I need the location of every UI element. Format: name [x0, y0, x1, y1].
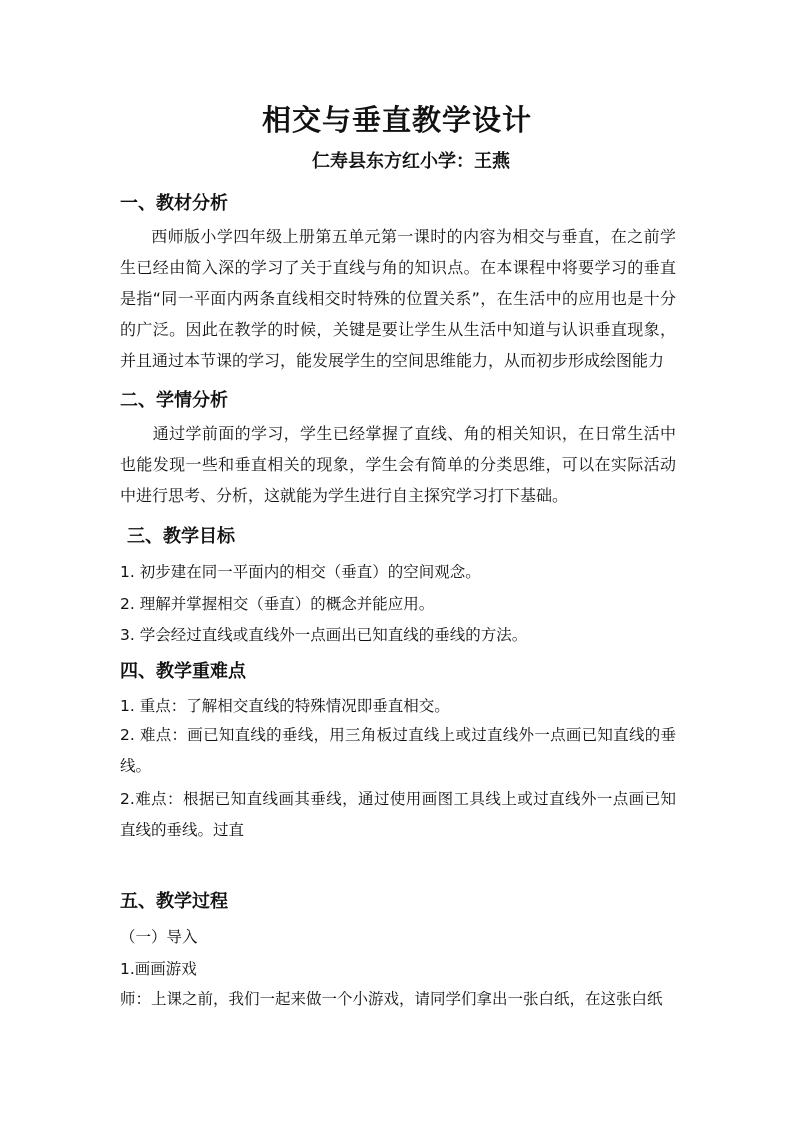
page-title: 相交与垂直教学设计 — [261, 103, 532, 137]
goal-item-1: 1. 初步建在同一平面内的相交（垂直）的空间观念。 — [120, 563, 481, 581]
process-teacher-line: 师：上课之前，我们一起来做一个小游戏，请同学们拿出一张白纸，在这张白纸 — [120, 990, 663, 1008]
goal-item-2: 2. 理解并掌握相交（垂直）的概念并能应用。 — [120, 595, 435, 613]
key-point-item-1: 1. 重点：了解相交直线的特殊情况即垂直相交。 — [120, 697, 450, 715]
process-sub-heading-intro: （一）导入 — [120, 928, 198, 946]
process-sub-item-drawing-game: 1.画画游戏 — [120, 960, 197, 978]
key-point-item-3: 2.难点：根据已知直线画其垂线，通过使用画图工具线上或过直线外一点画已知直线的垂线。过直 — [120, 790, 676, 839]
author-line: 仁寿县东方红小学：王燕 — [312, 151, 510, 172]
section-heading-teaching-process: 五、教学过程 — [120, 891, 228, 912]
section-heading-teaching-goals: 三、教学目标 — [127, 526, 235, 547]
section-heading-key-points: 四、教学重难点 — [120, 661, 246, 682]
section-body-student-analysis: 通过学前面的学习，学生已经掌握了直线、角的相关知识，在日常生活中也能发现一些和垂直相关的现象，学生会有简单的分类思维，可以在实际活动中进行思考、分析，这就能为学生进行自主探究学习打下基础。 — [120, 424, 676, 505]
goal-item-3: 3. 学会经过直线或直线外一点画出已知直线的垂线的方法。 — [120, 626, 528, 644]
section-body-textbook-analysis: 西师版小学四年级上册第五单元第一课时的内容为相交与垂直，在之前学生已经由简入深的学习了关于直线与角的知识点。在本课程中将要学习的垂直是指“同一平面内两条直线相交时特殊的位置关系”，在生活中的应用也是十分的广泛。因此在教学的时候，关键是要让学生从生活中知道与认识垂直现象，并且通过本节课的学习，能发展学生的空间思维能力，从而初步形成绘图能力 — [120, 227, 676, 370]
section-heading-textbook-analysis: 一、教材分析 — [120, 193, 228, 214]
key-point-item-2: 2. 难点：画已知直线的垂线，用三角板过直线上或过直线外一点画已知直线的垂线。 — [120, 726, 676, 775]
section-heading-student-analysis: 二、学情分析 — [120, 390, 228, 411]
